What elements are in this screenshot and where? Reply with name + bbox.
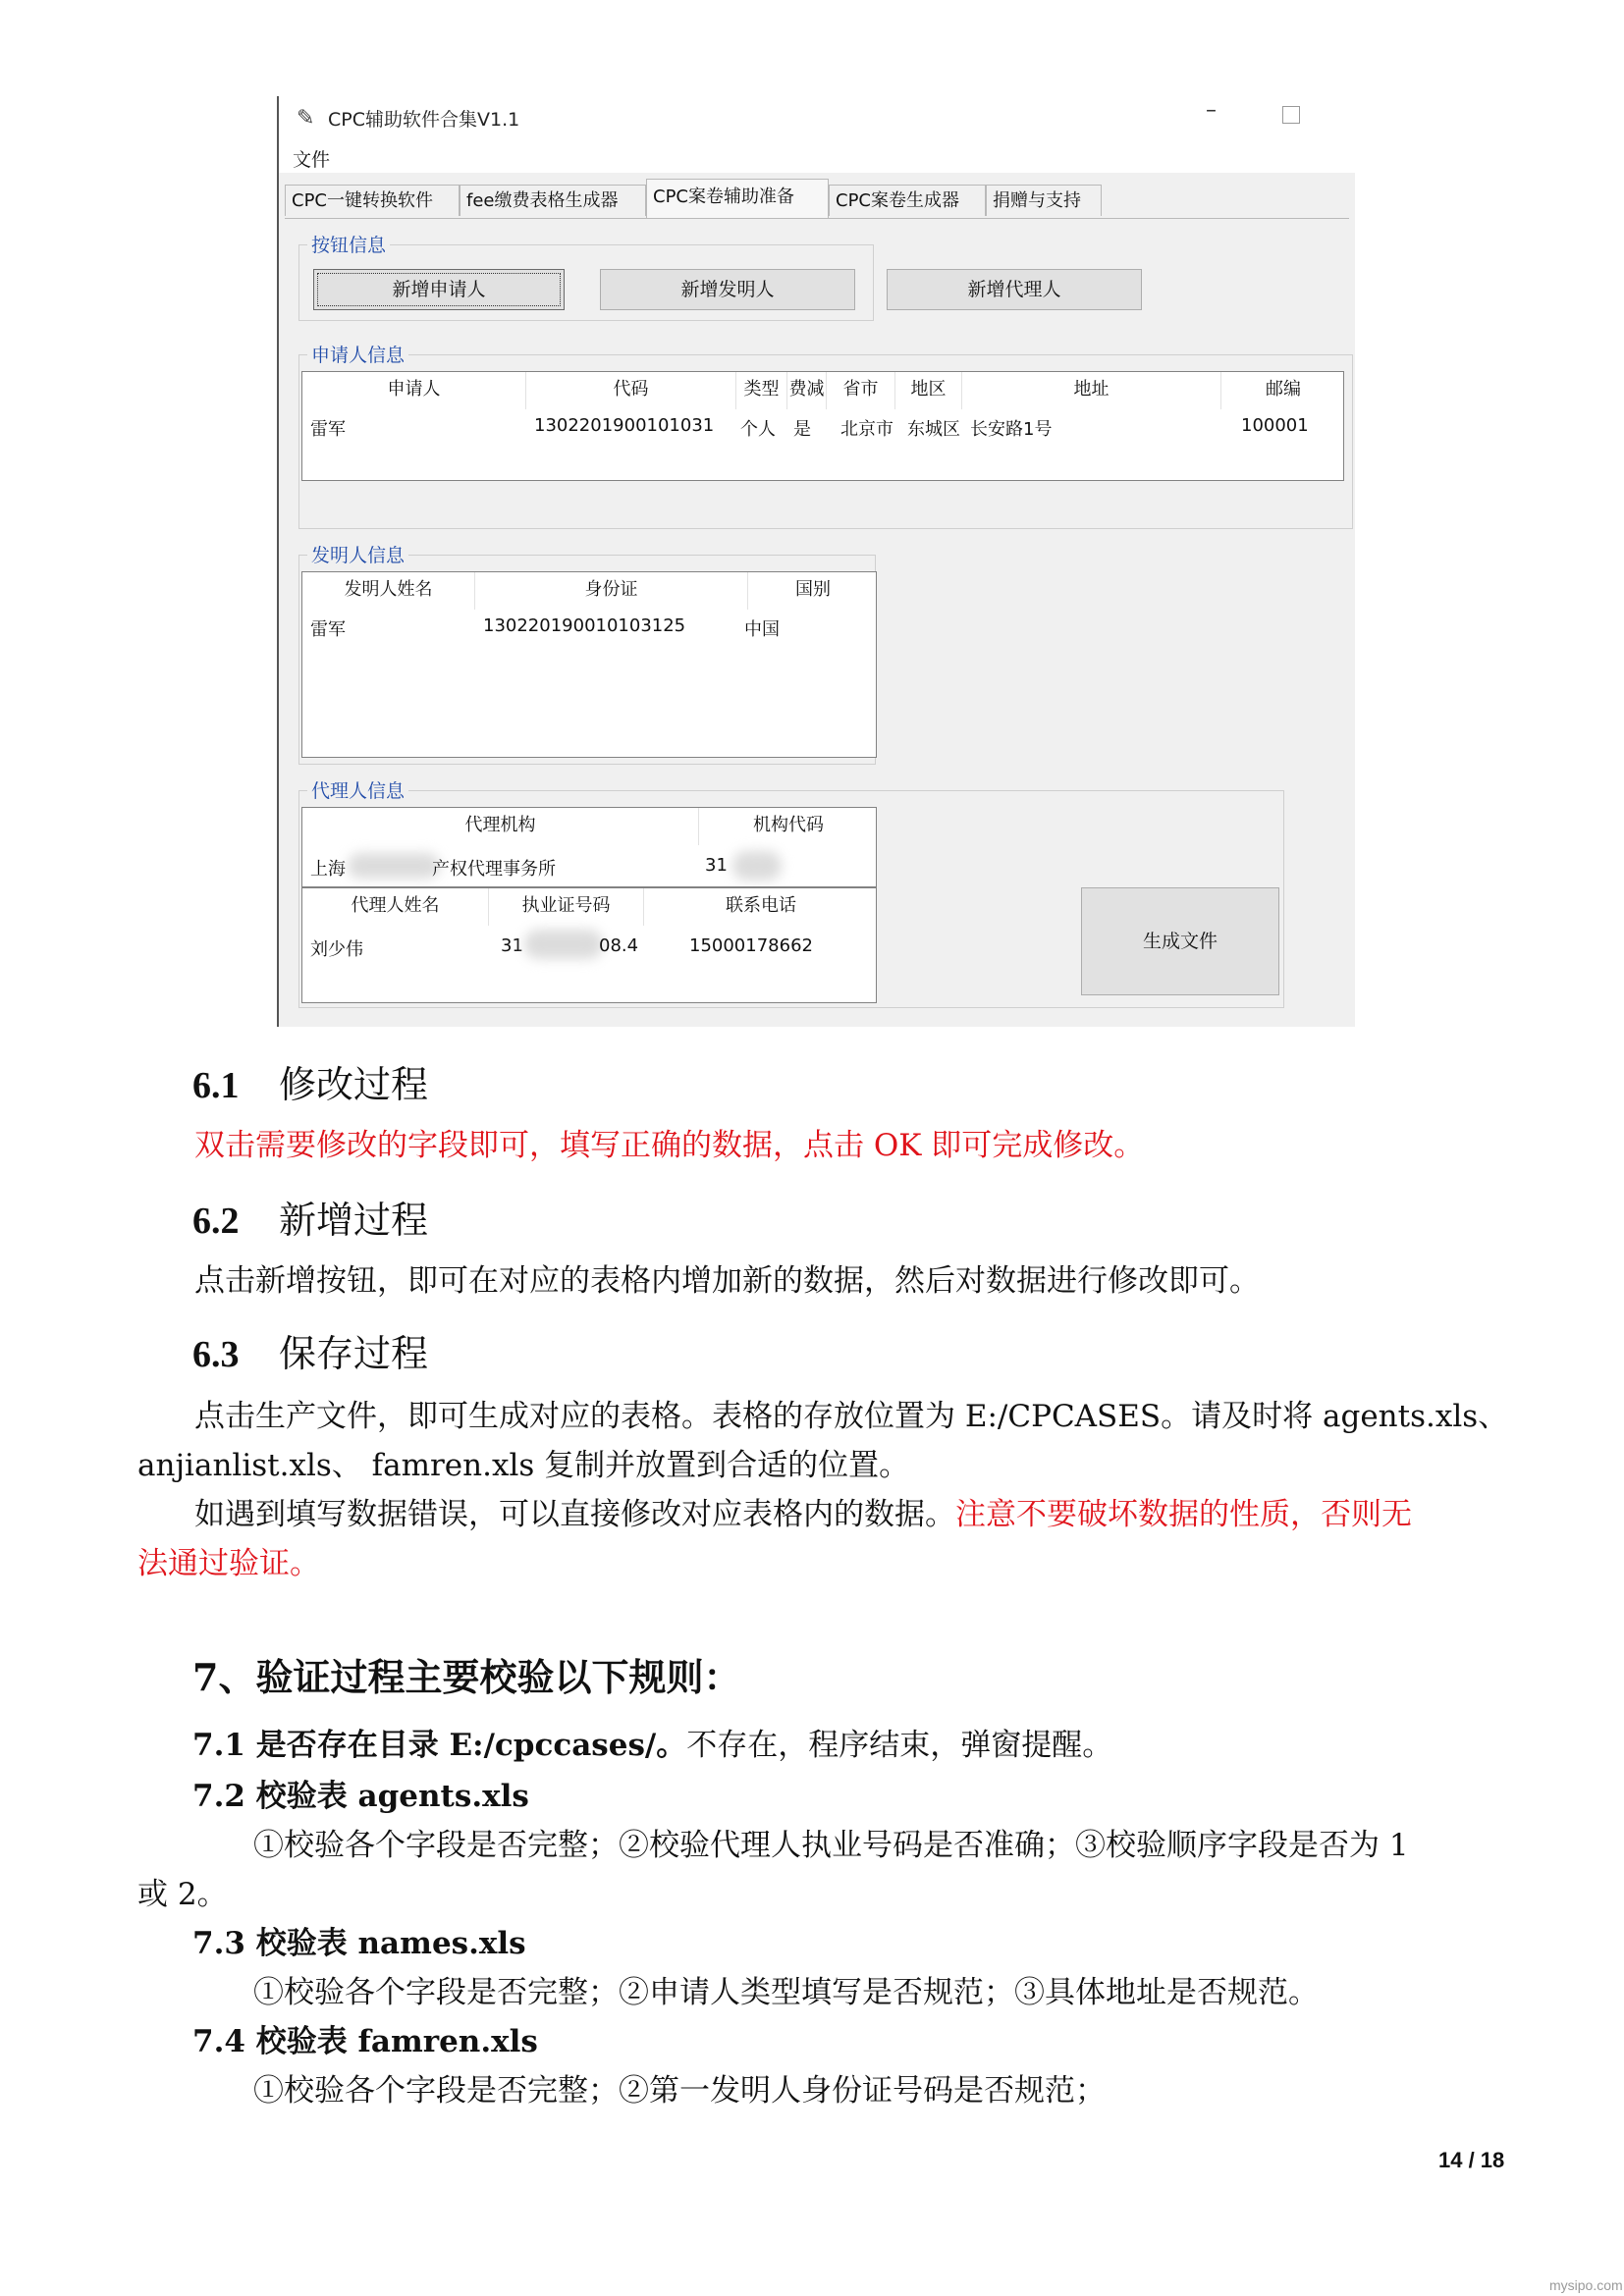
tab-panel bbox=[285, 218, 1349, 1028]
cell: 31 bbox=[501, 935, 523, 956]
cell: 刘少伟 bbox=[310, 939, 363, 960]
menu-file[interactable]: 文件 bbox=[293, 149, 331, 171]
tab-case-generator[interactable]: CPC案卷生成器 bbox=[829, 185, 986, 216]
feather-icon: ✎ bbox=[297, 106, 315, 131]
add-applicant-button[interactable]: 新增申请人 bbox=[313, 269, 565, 310]
heading-6-3: 6.3 保存过程 bbox=[192, 1332, 429, 1375]
col-nationality[interactable]: 国别 bbox=[795, 579, 831, 600]
col-agency[interactable]: 代理机构 bbox=[302, 808, 699, 845]
app-screenshot bbox=[277, 96, 1355, 1027]
tab-case-prep[interactable]: CPC案卷辅助准备 bbox=[646, 179, 829, 218]
add-inventor-button[interactable]: 新增发明人 bbox=[600, 269, 855, 310]
col-type[interactable]: 类型 bbox=[736, 372, 787, 409]
button-group-legend: 按钮信息 bbox=[307, 231, 390, 257]
rule-7-2-line2: 或 2。 bbox=[137, 1877, 228, 1912]
tab-cpc-convert[interactable]: CPC一键转换软件 bbox=[285, 185, 460, 216]
cell: 中国 bbox=[744, 619, 780, 640]
tab-donate[interactable]: 捐赠与支持 bbox=[986, 185, 1102, 216]
rule-7-4-title: 7.4 校验表 famren.xls bbox=[192, 2024, 538, 2059]
applicant-group bbox=[298, 345, 1353, 529]
redaction bbox=[348, 853, 440, 879]
inventor-table[interactable] bbox=[301, 571, 877, 758]
button-group bbox=[298, 235, 1061, 321]
col-license-no[interactable]: 执业证号码 bbox=[489, 888, 644, 926]
col-inventor-name[interactable]: 发明人姓名 bbox=[302, 572, 475, 610]
col-phone[interactable]: 联系电话 bbox=[726, 895, 796, 916]
cell: 上海 bbox=[310, 859, 346, 880]
col-id-card[interactable]: 身份证 bbox=[475, 572, 748, 610]
cell: 长安路1号 bbox=[970, 419, 1053, 440]
rule-7-1: 7.1 是否存在目录 E:/cpccases/。不存在，程序结束，弹窗提醒。 bbox=[192, 1728, 1113, 1763]
applicant-group-legend: 申请人信息 bbox=[307, 341, 408, 367]
add-agent-button[interactable]: 新增代理人 bbox=[887, 269, 1142, 310]
col-agent-name[interactable]: 代理人姓名 bbox=[302, 888, 489, 926]
redaction bbox=[732, 851, 782, 881]
minimize-icon[interactable]: – bbox=[1206, 98, 1217, 123]
para-6-3-line4: 法通过验证。 bbox=[137, 1546, 320, 1581]
watermark: mysipo.com bbox=[1549, 2277, 1623, 2293]
col-province[interactable]: 省市 bbox=[827, 372, 895, 409]
inventor-group-legend: 发明人信息 bbox=[307, 541, 408, 567]
maximize-icon[interactable] bbox=[1282, 106, 1300, 124]
agent-person-table[interactable] bbox=[301, 887, 877, 1003]
title-bar bbox=[279, 96, 1355, 139]
heading-7: 7、验证过程主要校验以下规则： bbox=[192, 1655, 741, 1699]
cell: 雷军 bbox=[310, 619, 346, 640]
agent-org-table[interactable] bbox=[301, 807, 877, 887]
para-6-3-line3: 如遇到填写数据错误，可以直接修改对应表格内的数据。注意不要破坏数据的性质，否则无 bbox=[194, 1497, 1412, 1532]
rule-7-3-title: 7.3 校验表 names.xls bbox=[192, 1926, 526, 1961]
cell: 个人 bbox=[740, 419, 776, 440]
para-6-1: 双击需要修改的字段即可，填写正确的数据，点击 OK 即可完成修改。 bbox=[194, 1128, 1145, 1163]
cell: 北京市 bbox=[840, 419, 893, 440]
heading-6-1: 6.1 修改过程 bbox=[192, 1063, 429, 1106]
generate-file-button[interactable]: 生成文件 bbox=[1081, 887, 1279, 995]
cell: 是 bbox=[793, 419, 811, 440]
cell: 08.4 bbox=[599, 935, 639, 956]
col-code[interactable]: 代码 bbox=[526, 372, 736, 409]
inventor-group bbox=[298, 545, 876, 765]
col-postcode[interactable]: 邮编 bbox=[1266, 379, 1301, 400]
col-applicant[interactable]: 申请人 bbox=[302, 372, 526, 409]
rule-7-4-line1: ①校验各个字段是否完整；②第一发明人身份证号码是否规范； bbox=[253, 2073, 1106, 2109]
col-district[interactable]: 地区 bbox=[895, 372, 962, 409]
cell: 100001 bbox=[1241, 415, 1309, 436]
rule-7-2-title: 7.2 校验表 agents.xls bbox=[192, 1779, 529, 1814]
agent-group bbox=[298, 780, 1284, 1008]
redaction bbox=[524, 930, 603, 959]
cell: 15000178662 bbox=[689, 935, 813, 956]
heading-6-2: 6.2 新增过程 bbox=[192, 1199, 429, 1242]
para-6-3-line1: 点击生产文件，即可生成对应的表格。表格的存放位置为 E:/CPCASES。请及时将 agents.xls、 bbox=[194, 1399, 1509, 1434]
cell: 1302201900101031 bbox=[534, 415, 715, 436]
rule-7-2-line1: ①校验各个字段是否完整；②校验代理人执业号码是否准确；③校验顺序字段是否为 1 bbox=[253, 1828, 1409, 1863]
page-number: 14 / 18 bbox=[1438, 2148, 1505, 2172]
para-6-3-line2: anjianlist.xls、 famren.xls 复制并放置到合适的位置。 bbox=[137, 1448, 910, 1483]
col-agency-code[interactable]: 机构代码 bbox=[753, 815, 824, 835]
applicant-table[interactable] bbox=[301, 371, 1344, 481]
window-title: CPC辅助软件合集V1.1 bbox=[328, 109, 520, 131]
rule-7-3-line1: ①校验各个字段是否完整；②申请人类型填写是否规范；③具体地址是否规范。 bbox=[253, 1975, 1319, 2010]
col-fee-reduction[interactable]: 费减 bbox=[787, 372, 827, 409]
agent-group-legend: 代理人信息 bbox=[307, 776, 408, 803]
para-6-2: 点击新增按钮，即可在对应的表格内增加新的数据，然后对数据进行修改即可。 bbox=[194, 1263, 1260, 1299]
menu-bar bbox=[279, 139, 1355, 173]
tab-fee-generator[interactable]: fee缴费表格生成器 bbox=[460, 185, 646, 216]
cell: 雷军 bbox=[310, 419, 346, 440]
cell: 东城区 bbox=[907, 419, 960, 440]
col-address[interactable]: 地址 bbox=[962, 372, 1221, 409]
cell: 产权代理事务所 bbox=[432, 859, 556, 880]
cell: 130220190010103125 bbox=[483, 615, 686, 636]
cell: 31 bbox=[705, 855, 728, 876]
